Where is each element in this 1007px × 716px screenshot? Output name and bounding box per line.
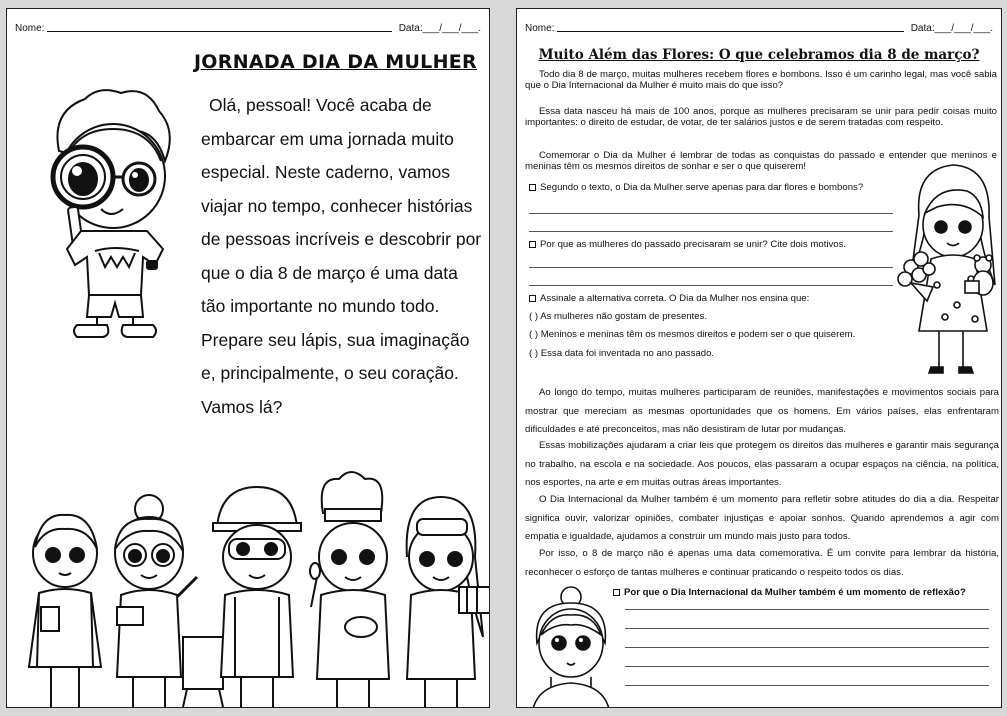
name-field-line[interactable]: [557, 24, 903, 32]
answer-line[interactable]: [625, 628, 989, 629]
paragraph-3: Comemorar o Dia da Mulher é lembrar de todas as conquistas do passado e entender que meninos e meninas têm os mesmos direitos de sonhar e ser o que quiserem!: [525, 150, 997, 172]
name-label: Nome:: [15, 23, 45, 34]
date-label: Data:___/___/___.: [398, 23, 481, 34]
answer-line[interactable]: [529, 213, 893, 214]
doctor-figure: [29, 515, 101, 707]
paragraph-7: Por isso, o 8 de março não é apenas uma data comemorativa. É um convite para lembrar da história, reconhecer o esforço de tantas mulheres e continuar praticando o respeito todos os dias.: [525, 548, 999, 578]
question-2: [529, 239, 846, 250]
professional-women-illustration: [21, 457, 490, 707]
boy-with-magnifier-illustration: [37, 81, 187, 341]
answer-line[interactable]: [625, 647, 989, 648]
question-4: [613, 587, 966, 598]
answer-line[interactable]: [529, 285, 893, 286]
engineer-figure: [213, 487, 301, 707]
answer-line[interactable]: [625, 609, 989, 610]
option-b[interactable]: ( ) Meninos e meninas têm os mesmos direitos e podem ser o que quiserem.: [529, 329, 856, 340]
right-page-title: Muito Além das Flores: O que celebramos dia 8 de março?: [538, 47, 980, 63]
option-a[interactable]: ( ) As mulheres não gostam de presentes.: [529, 311, 708, 322]
paragraph-1: Todo dia 8 de março, muitas mulheres recebem flores e bombons. Isso é um carinho legal, mas você sabia que o Dia Internacional da Mulher é muito mais do que isso?: [525, 69, 997, 91]
question-1-text: Segundo o texto, o Dia da Mulher serve apenas para dar flores e bombons?: [540, 182, 864, 193]
paragraph-5: Essas mobilizações ajudaram a criar leis que protegem os direitos das mulheres e garantir mais segurança no trabalho, na escola e na sociedade. Aos poucos, elas passaram a ocupar espaços na ciência, na política, nos esportes, na arte e em muitas outras áreas importantes.: [525, 440, 999, 488]
intro-paragraph: [201, 89, 483, 424]
right-worksheet-page: [516, 8, 1002, 708]
paragraph-4: Ao longo do tempo, muitas mulheres participaram de reuniões, manifestações e movimentos sociais para mostrar que mereciam as mesmas oportunidades que os homens. Em vários países, elas enfrentaram dificuldades e até preconceitos, mas não desistiram de lutar por mudanças.: [525, 387, 999, 435]
question-2-text: Por que as mulheres do passado precisaram se unir? Cite dois motivos.: [540, 239, 847, 250]
question-3-text: Assinale a alternativa correta. O Dia da Mulher nos ensina que:: [540, 293, 810, 304]
left-page-title: JORNADA DIA DA MULHER: [193, 51, 477, 73]
paragraph-6: O Dia Internacional da Mulher também é um momento para refletir sobre atitudes do dia a dia. Respeitar significa ouvir, valorizar opiniões, combater injustiças e apoiar sonhos. Quando aprendemos a agir com empatia e igualdade, ajudamos a construir um mundo mais justo para todos.: [525, 494, 999, 542]
chef-figure: [310, 472, 389, 707]
girl-with-flowers-illustration: [897, 155, 1001, 379]
answer-line[interactable]: [529, 231, 893, 232]
right-header: [525, 23, 993, 34]
checkbox-icon: [529, 241, 536, 248]
intro-text: Olá, pessoal! Você acaba de embarcar em uma jornada muito especial. Neste caderno, vamos viajar no tempo, conhecer histórias de pessoas incríveis e descobrir por que o dia 8 de março é uma data tão importante no mundo todo. Prepare seu lápis, sua imaginação e, principalmente, o seu coração. Vamos lá?: [201, 95, 482, 417]
thinking-girl-illustration: [529, 581, 611, 708]
checkbox-icon: [529, 184, 536, 191]
answer-line[interactable]: [529, 267, 893, 268]
paragraph-2: Essa data nasceu há mais de 100 anos, porque as mulheres precisaram se unir para pedir coisas muito importantes: o direito de estudar, de votar, de ter salários justos e de serem tratadas com respeito.: [525, 106, 997, 128]
scientist-figure: [407, 497, 490, 707]
checkbox-icon: [529, 295, 536, 302]
name-field-line[interactable]: [47, 24, 391, 32]
question-3: [529, 293, 809, 304]
left-worksheet-page: [6, 8, 490, 708]
checkbox-icon: [613, 589, 620, 596]
option-c[interactable]: ( ) Essa data foi inventada no ano passado.: [529, 348, 715, 359]
answer-line[interactable]: [625, 666, 989, 667]
board-figure: [183, 637, 223, 707]
answer-line[interactable]: [625, 685, 989, 686]
date-label: Data:___/___/___.: [910, 23, 993, 34]
name-label: Nome:: [525, 23, 555, 34]
question-4-text: Por que o Dia Internacional da Mulher também é um momento de reflexão?: [624, 587, 966, 598]
question-1: [529, 182, 863, 193]
left-header: [15, 23, 481, 34]
